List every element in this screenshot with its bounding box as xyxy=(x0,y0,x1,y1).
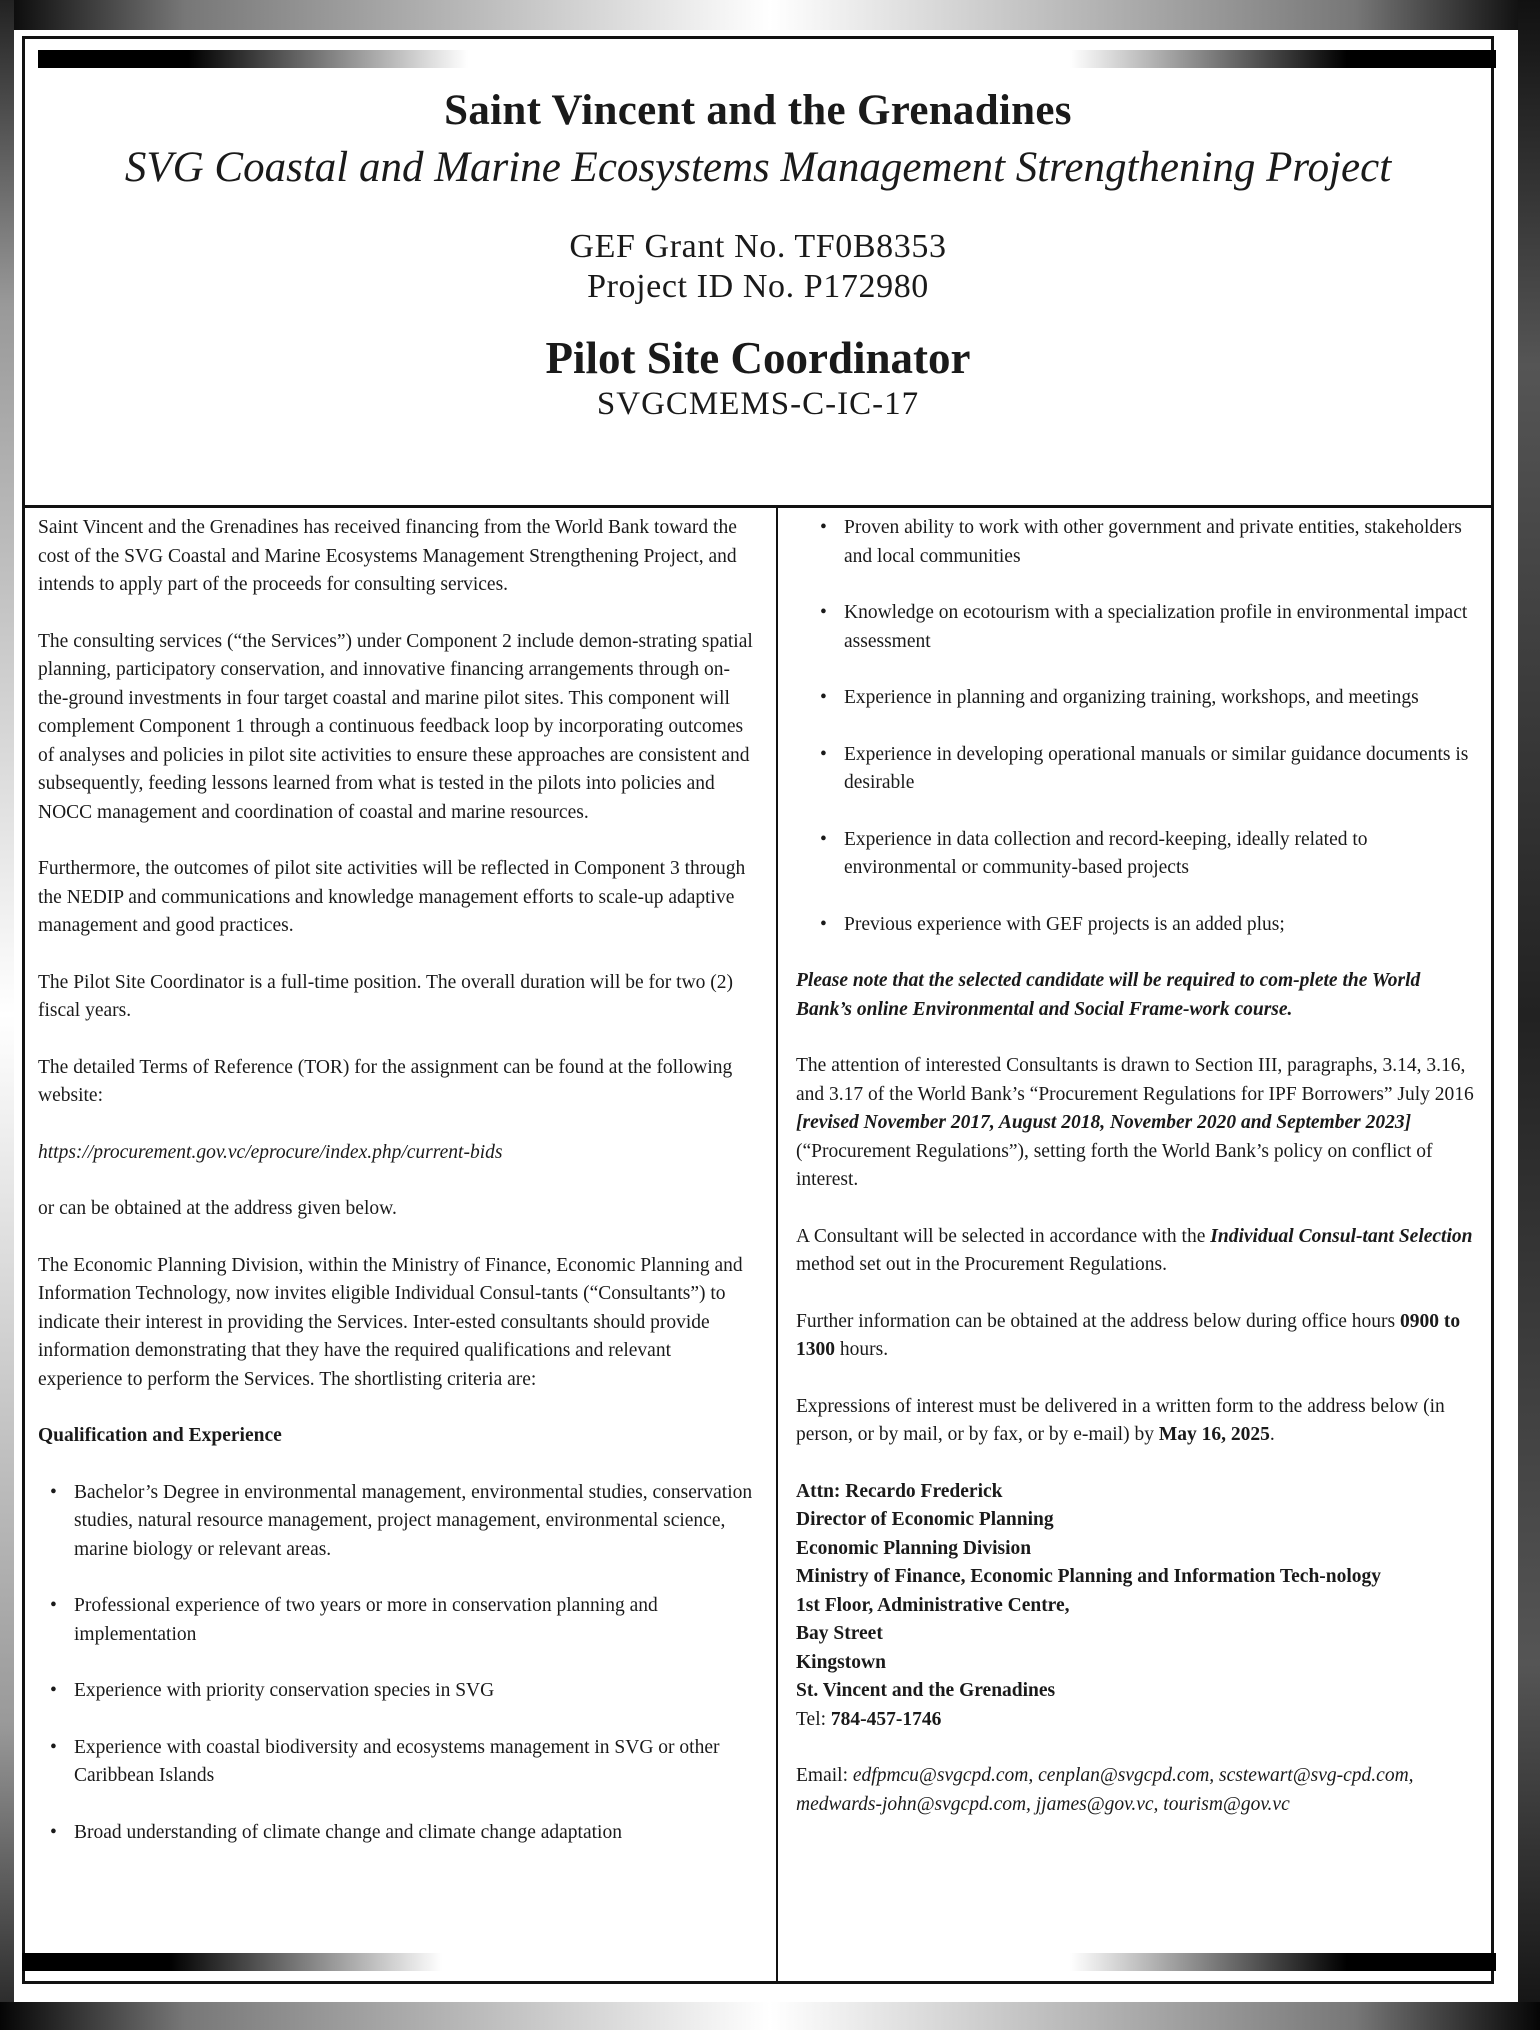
address-country: St. Vincent and the Grenadines xyxy=(796,1680,1056,1701)
intro-paragraph: Saint Vincent and the Grenadines has received financing from the World Bank toward the cost of the SVG Coastal and Marine Ecosystems Management Strengthening Project, and intends to apply part of the proceeds for consulting services. xyxy=(38,517,737,595)
selection-paragraph: A Consultant will be selected in accordance with the Individual Consul-tant Selection method set out in the Procurement Regulations. xyxy=(796,1225,1473,1275)
left-column xyxy=(38,514,758,1875)
right-column xyxy=(796,514,1476,1847)
list-item: • Experience with coastal biodiversity and ecosystems management in SVG or other Caribbean Islands xyxy=(38,1734,758,1791)
decorative-bar-bottom-left xyxy=(22,1953,442,1971)
grant-number: GEF Grant No. TF0B8353 xyxy=(569,228,947,265)
conflict-paragraph: The attention of interested Consultants is drawn to Section III, paragraphs, 3.14, 3.16, and 3.17 of the World Bank’s “Procurement Regulations for IPF Borrowers” July 2016 [revised November 2017, August 2018, November 2020 and September 2023] (“Procurement Regulations”), setting forth the World Bank’s policy on conflict of interest. xyxy=(796,1055,1474,1190)
qualification-heading: Qualification and Experience xyxy=(38,1425,282,1446)
bottom-gradient-border xyxy=(0,2002,1540,2030)
list-item: • Experience in data collection and record-keeping, ideally related to environmental or community-based projects xyxy=(796,826,1476,883)
right-gradient-border xyxy=(1518,0,1540,2030)
contact-address xyxy=(796,1478,1476,1735)
address-telephone: Tel: 784-457-1746 xyxy=(796,1708,942,1730)
services-paragraph: The consulting services (“the Services”) under Component 2 include demon-strating spatial planning, participatory conservation, and innovative financing arrangements through on-the-ground investments in four target coastal and marine pilot sites. This component will complement Component 1 through a continuous feedback loop by incorporating outcomes of analyses and policies in pilot site activities to ensure these approaches are consistent and subsequently, feeding lessons learned from what is tested in the pilots into policies and NOCC management and coordination of coastal and marine resources. xyxy=(38,630,753,823)
list-item: • Knowledge on ecotourism with a specialization profile in environmental impact assessment xyxy=(796,599,1476,656)
address-note: or can be obtained at the address given below. xyxy=(38,1198,397,1219)
address-director: Director of Economic Planning xyxy=(796,1509,1054,1530)
address-ministry: Ministry of Finance, Economic Planning and Information Tech-nology xyxy=(796,1566,1382,1587)
column-divider xyxy=(776,508,778,1984)
decorative-bar-top-right xyxy=(1070,50,1496,68)
experience-list xyxy=(796,514,1476,939)
address-city: Kingstown xyxy=(796,1651,886,1673)
deadline-paragraph: Expressions of interest must be delivered in a written form to the address below (in person, or by mail, or by fax, or by e-mail) by May 16, 2025. xyxy=(796,1395,1445,1445)
bullet-icon: • xyxy=(820,602,827,623)
address-attn: Attn: Recardo Frederick xyxy=(796,1480,1003,1502)
tor-link[interactable]: https://procurement.gov.vc/eprocure/index.php/current-bids xyxy=(38,1141,503,1163)
bullet-icon: • xyxy=(820,913,827,935)
decorative-bar-top-left xyxy=(38,50,468,68)
email-addresses[interactable]: edfpmcu@svgcpd.com, cenplan@svgcpd.com, scstewart@svg-cpd.com, medwards-john@svgcpd.com, jjames@gov.vc, tourism@gov.vc xyxy=(796,1765,1414,1815)
position-title: Pilot Site Coordinator xyxy=(545,333,971,383)
invitation-paragraph: The Economic Planning Division, within the Ministry of Finance, Economic Planning and Information Technology, now invites eligible Individual Consul-tants (“Consultants”) to indicate their interest in providing the Services. Inter-ested consultants should provide information demonstrating that they have the required qualifications and relevant experience to perform the Services. The shortlisting criteria are: xyxy=(38,1254,743,1390)
address-street: Bay Street xyxy=(796,1623,883,1644)
list-item: • Experience with priority conservation species in SVG xyxy=(38,1677,758,1706)
project-id: Project ID No. P172980 xyxy=(587,268,929,305)
bullet-icon: • xyxy=(50,1736,57,1758)
header-divider xyxy=(25,505,1491,508)
list-item: • Experience in planning and organizing training, workshops, and meetings xyxy=(796,684,1476,713)
notice-header xyxy=(25,68,1491,423)
bullet-icon: • xyxy=(50,1481,57,1503)
decorative-bar-bottom-right xyxy=(1070,1953,1496,1971)
bullet-icon: • xyxy=(820,687,827,708)
bullet-icon: • xyxy=(50,1821,57,1843)
left-gradient-border xyxy=(0,0,14,2030)
list-item: • Experience in developing operational manuals or similar guidance documents is desirable xyxy=(796,741,1476,798)
list-item: • Previous experience with GEF projects is an added plus; xyxy=(796,911,1476,940)
tor-paragraph: The detailed Terms of Reference (TOR) for the assignment can be found at the following website: xyxy=(38,1056,733,1106)
component3-paragraph: Furthermore, the outcomes of pilot site activities will be reflected in Component 3 through the NEDIP and communications and knowledge management efforts to scale-up adaptive management and good practices. xyxy=(38,858,746,936)
course-note: Please note that the selected candidate will be required to com-plete the World Bank’s online Environmental and Social Frame-work course. xyxy=(796,970,1421,1020)
list-item: • Bachelor’s Degree in environmental management, environmental studies, conservation studies, natural resource management, project management, environmental science, marine biology or relevant areas. xyxy=(38,1479,758,1565)
qualification-list xyxy=(38,1479,758,1848)
address-floor: 1st Floor, Administrative Centre, xyxy=(796,1594,1070,1616)
address-division: Economic Planning Division xyxy=(796,1537,1032,1559)
bullet-icon: • xyxy=(820,743,827,765)
duration-paragraph: The Pilot Site Coordinator is a full-time position. The overall duration will be for two (2) fiscal years. xyxy=(38,971,734,1021)
top-gradient-border xyxy=(0,0,1540,30)
list-item: • Professional experience of two years or more in conservation planning and implementation xyxy=(38,1592,758,1649)
country-heading: Saint Vincent and the Grenadines xyxy=(444,87,1072,134)
bullet-icon: • xyxy=(50,1680,57,1701)
office-hours-paragraph: Further information can be obtained at the address below during office hours 0900 to 1300 hours. xyxy=(796,1310,1461,1360)
project-heading: SVG Coastal and Marine Ecosystems Management Strengthening Project xyxy=(124,144,1392,191)
bullet-icon: • xyxy=(50,1595,57,1616)
reference-code: SVGCMEMS-C-IC-17 xyxy=(596,386,920,422)
bullet-icon: • xyxy=(820,517,827,538)
email-paragraph: Email: edfpmcu@svgcpd.com, cenplan@svgcpd.com, scstewart@svg-cpd.com, medwards-john@svgcpd.com, jjames@gov.vc, tourism@gov.vc xyxy=(796,1765,1414,1815)
list-item: • Proven ability to work with other government and private entities, stakeholders and local communities xyxy=(796,514,1476,571)
bullet-icon: • xyxy=(820,828,827,850)
list-item: • Broad understanding of climate change and climate change adaptation xyxy=(38,1819,758,1848)
